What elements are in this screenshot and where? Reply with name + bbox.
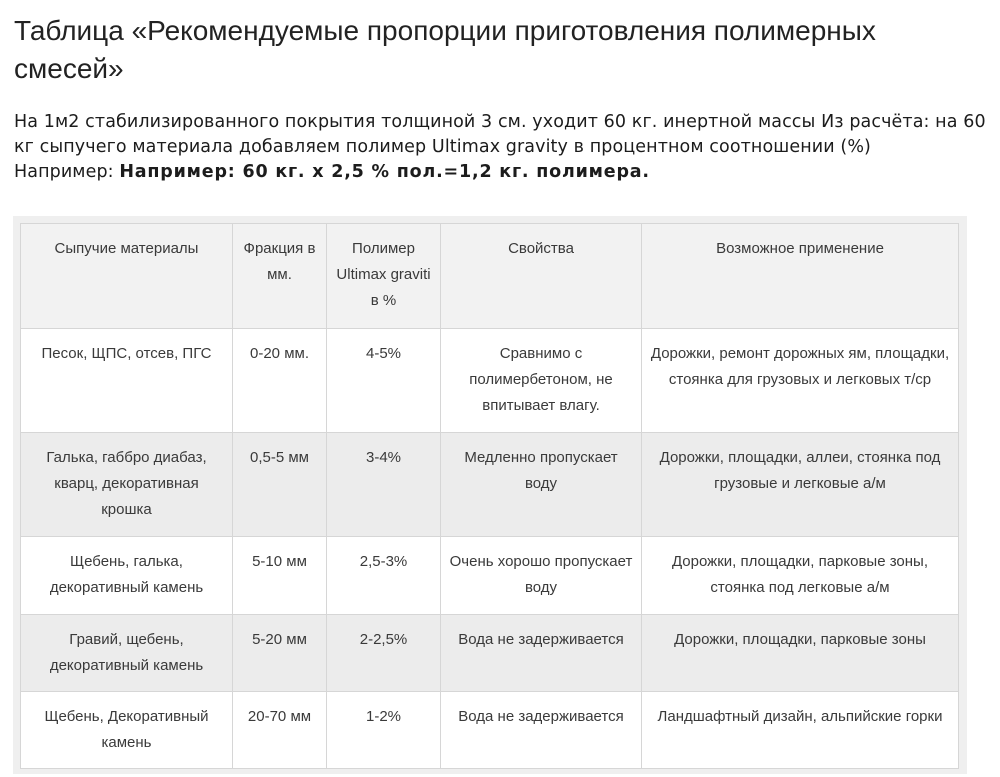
cell-properties: Медленно пропускает воду <box>441 433 642 537</box>
header-polymer: Полимер Ultimax graviti в % <box>327 224 441 329</box>
cell-material: Галька, габбро диабаз, кварц, декоративная крошка <box>21 433 233 537</box>
header-materials: Сыпучие материалы <box>21 224 233 329</box>
cell-material: Гравий, щебень, декоративный камень <box>21 615 233 692</box>
cell-polymer: 1-2% <box>327 692 441 769</box>
cell-application: Дорожки, площадки, аллеи, стоянка под грузовые и легковые а/м <box>642 433 959 537</box>
table-header-row <box>21 224 959 329</box>
cell-properties: Вода не задерживается <box>441 615 642 692</box>
cell-fraction: 20-70 мм <box>233 692 327 769</box>
cell-application: Дорожки, площадки, парковые зоны, стоянка под легковые а/м <box>642 537 959 615</box>
table-container <box>13 216 967 774</box>
cell-application: Дорожки, ремонт дорожных ям, площадки, стоянка для грузовых и легковых т/ср <box>642 329 959 433</box>
cell-fraction: 0-20 мм. <box>233 329 327 433</box>
cell-fraction: 5-20 мм <box>233 615 327 692</box>
header-fraction: Фракция в мм. <box>233 224 327 329</box>
table-row <box>21 615 959 692</box>
cell-material: Щебень, галька, декоративный камень <box>21 537 233 615</box>
cell-material: Песок, ЩПС, отсев, ПГС <box>21 329 233 433</box>
cell-material: Щебень, Декоративный камень <box>21 692 233 769</box>
table-row <box>21 692 959 769</box>
intro-example-prefix: Например: <box>14 162 120 182</box>
table-row <box>21 537 959 615</box>
header-application: Возможное применение <box>642 224 959 329</box>
cell-polymer: 2-2,5% <box>327 615 441 692</box>
page-title: Таблица «Рекомендуемые пропорции приготовления полимерных смесей» <box>14 15 876 84</box>
cell-polymer: 4-5% <box>327 329 441 433</box>
table-row <box>21 329 959 433</box>
cell-application: Ландшафтный дизайн, альпийские горки <box>642 692 959 769</box>
intro-example-bold: Например: 60 кг. х 2,5 % пол.=1,2 кг. полимера. <box>119 162 650 182</box>
cell-properties: Вода не задерживается <box>441 692 642 769</box>
intro-paragraph <box>14 110 1000 185</box>
proportions-table <box>20 223 959 769</box>
intro-text: На 1м2 стабилизированного покрытия толщиной 3 см. уходит 60 кг. инертной массы Из расчёта: на 60 кг сыпучего материала добавляем полимер Ultimax gravity в процентном соотношении (%) <box>14 112 986 157</box>
cell-application: Дорожки, площадки, парковые зоны <box>642 615 959 692</box>
cell-fraction: 0,5-5 мм <box>233 433 327 537</box>
cell-polymer: 2,5-3% <box>327 537 441 615</box>
header-properties: Свойства <box>441 224 642 329</box>
cell-fraction: 5-10 мм <box>233 537 327 615</box>
table-row <box>21 433 959 537</box>
cell-polymer: 3-4% <box>327 433 441 537</box>
cell-properties: Сравнимо с полимербетоном, не впитывает влагу. <box>441 329 642 433</box>
cell-properties: Очень хорошо пропускает воду <box>441 537 642 615</box>
